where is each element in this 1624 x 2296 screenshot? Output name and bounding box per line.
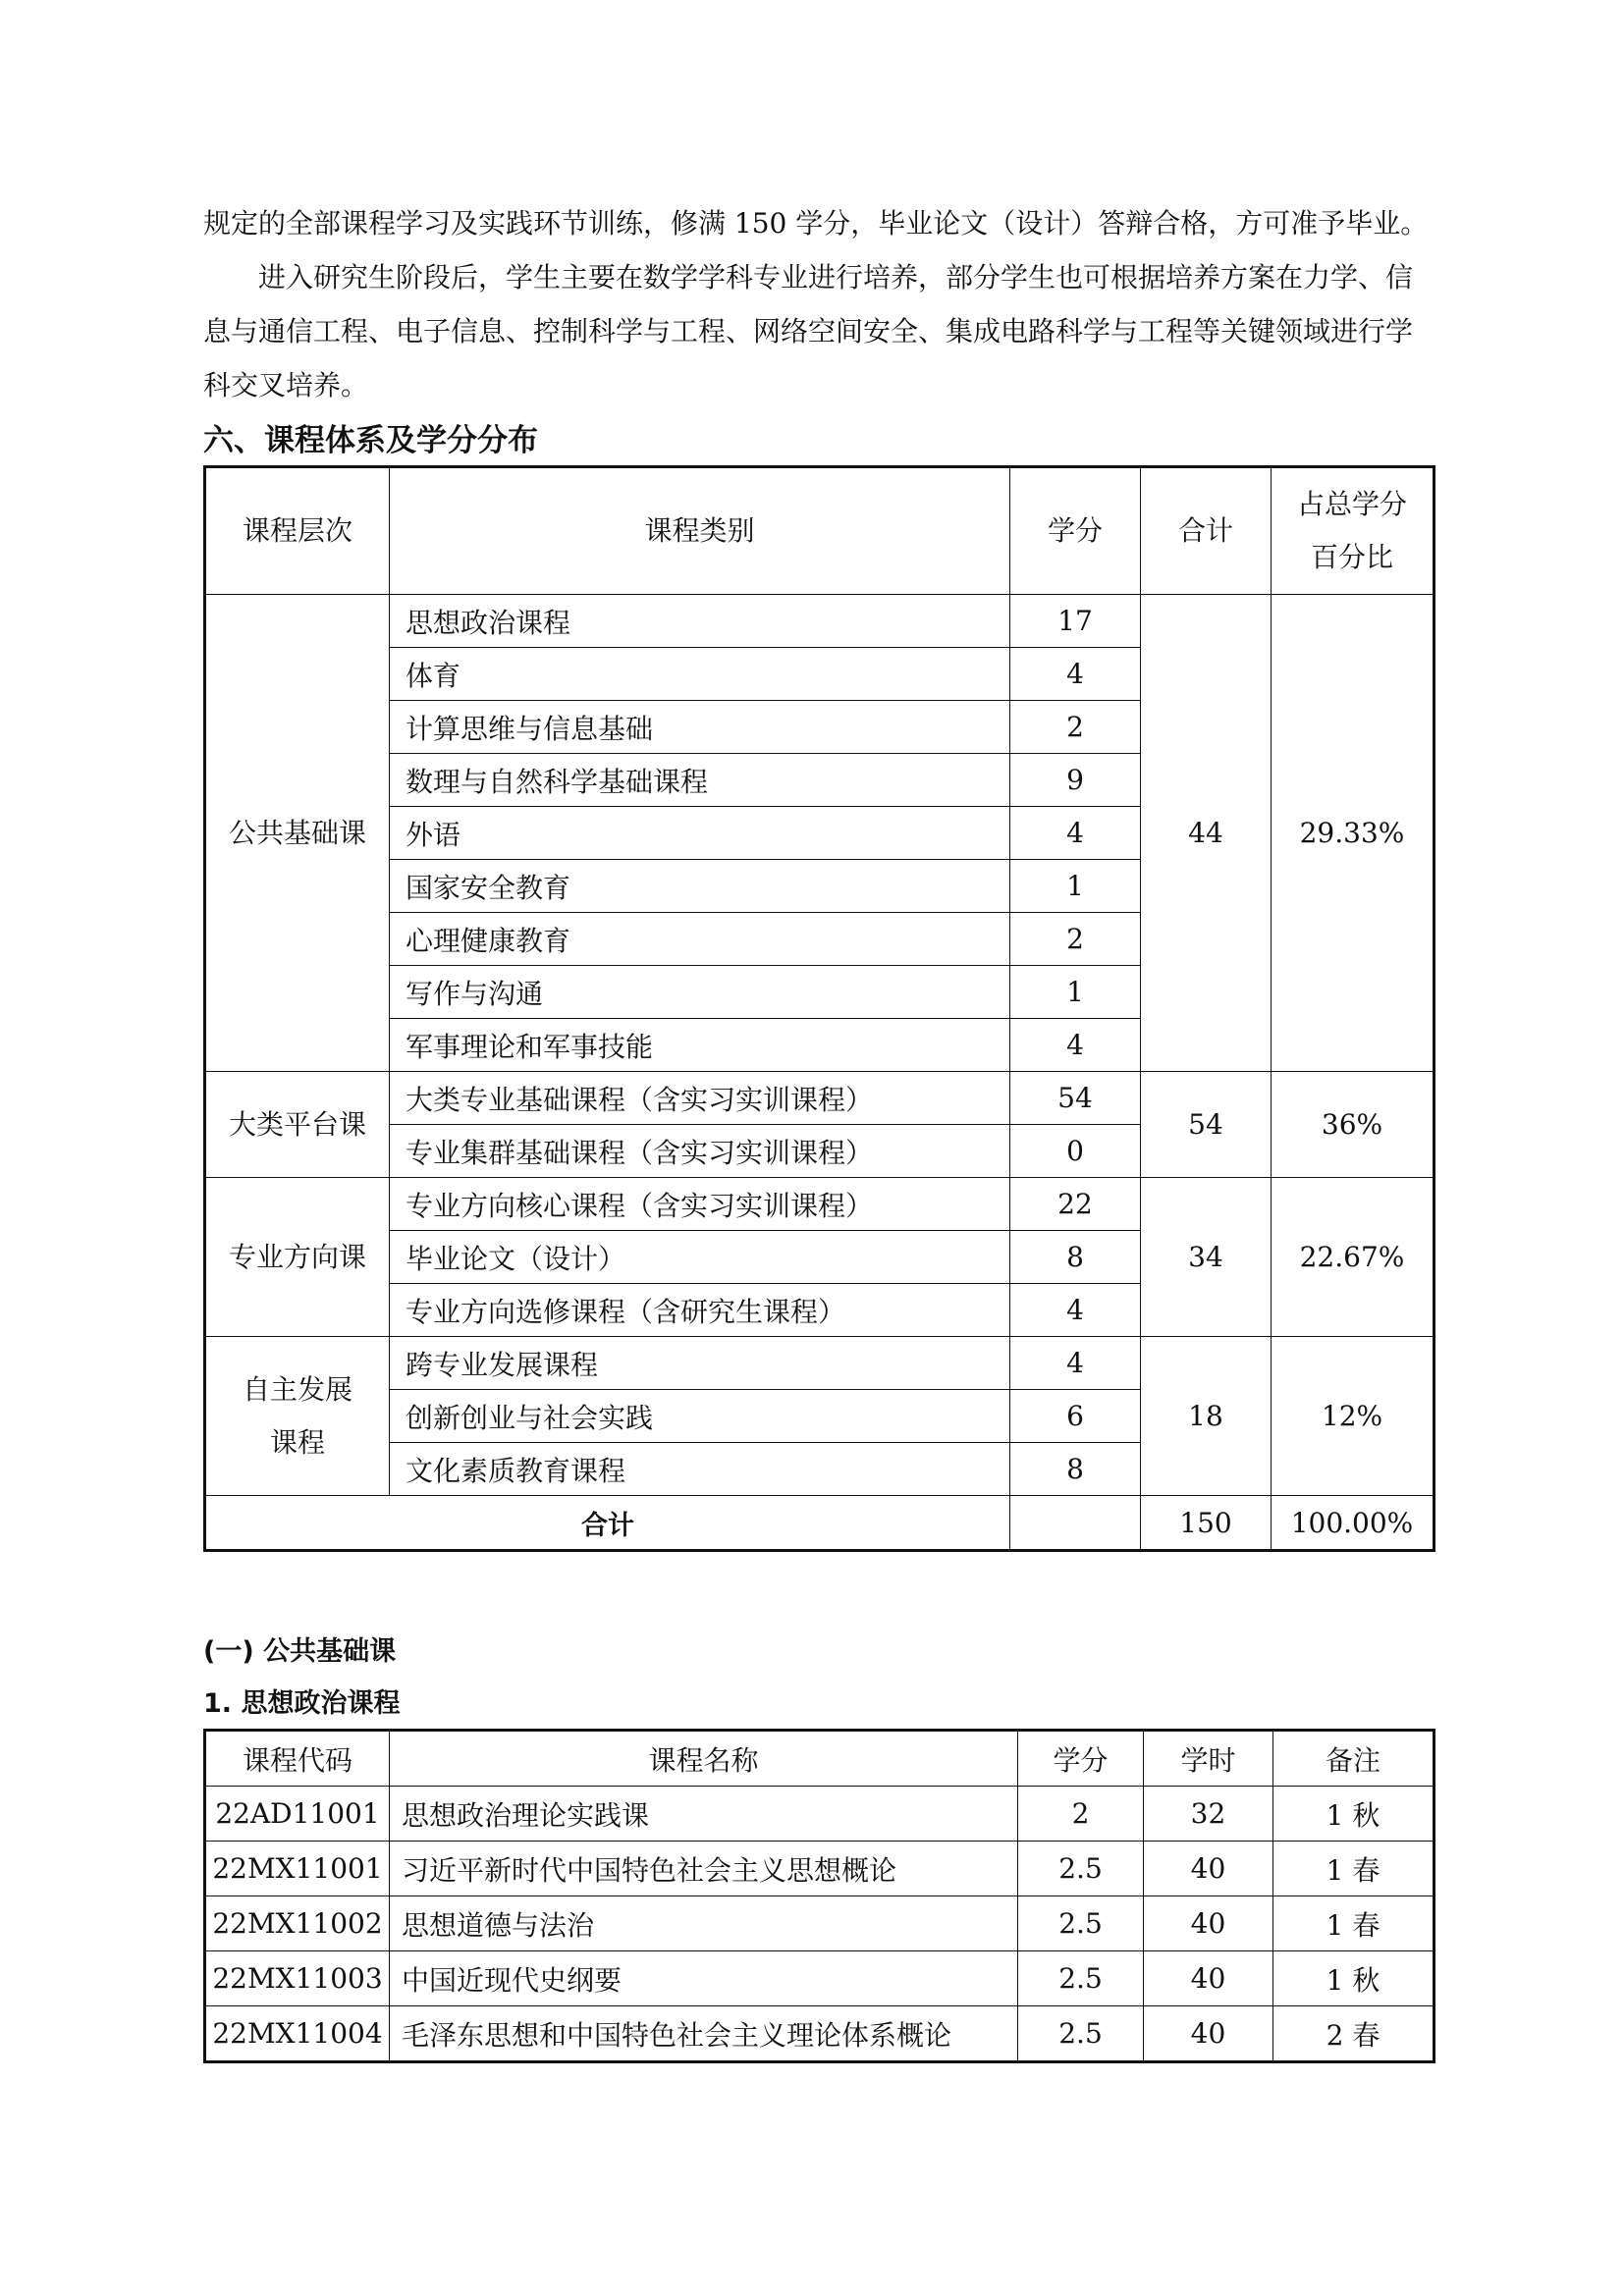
table-header-row [205,467,1435,595]
course-category-cell: 文化素质教育课程 [390,1443,1010,1496]
course-code-cell: 22MX11004 [205,2006,390,2062]
header-percent-line1: 占总学分 [1296,488,1407,520]
course-row [205,2006,1435,2062]
course-category-cell: 创新创业与社会实践 [390,1390,1010,1443]
course-category-cell: 心理健康教育 [390,913,1010,966]
course-level-cell [205,1178,390,1337]
course-hours-cell: 40 [1144,1842,1273,1896]
credits-cell: 1 [1010,966,1141,1019]
course-remark-cell: 1 秋 [1273,1951,1435,2006]
course-row [205,1951,1435,2006]
header-remark: 备注 [1273,1731,1435,1787]
group-total-cell: 18 [1141,1337,1272,1496]
group-percent-cell: 29.33% [1272,595,1435,1072]
course-category-cell: 专业方向选修课程（含研究生课程） [390,1284,1010,1337]
total-credits-cell [1010,1496,1141,1551]
total-row [205,1496,1435,1551]
group-total-cell: 44 [1141,595,1272,1072]
subsubsection-title: 1. 思想政治课程 [203,1688,401,1719]
credits-cell: 9 [1010,754,1141,807]
header-percent-line2: 百分比 [1310,541,1393,573]
credits-cell: 54 [1010,1072,1141,1125]
course-level-label: 课程 [269,1425,325,1459]
course-credit-cell: 2.5 [1018,1842,1144,1896]
group-percent-cell: 36% [1272,1072,1435,1178]
course-category-cell: 跨专业发展课程 [390,1337,1010,1390]
course-level-label: 大类平台课 [228,1107,366,1141]
course-credit-cell: 2.5 [1018,2006,1144,2062]
course-category-cell: 计算思维与信息基础 [390,701,1010,754]
header-code: 课程代码 [205,1731,390,1787]
course-remark-cell: 1 春 [1273,1896,1435,1951]
course-hours-cell: 40 [1144,1951,1273,2006]
section-title: 六、课程体系及学分分布 [203,423,538,458]
course-name-cell: 中国近现代史纲要 [390,1951,1018,2006]
course-table [203,1729,1435,2063]
header-credits: 学分 [1010,467,1141,595]
course-category-cell: 大类专业基础课程（含实习实训课程） [390,1072,1010,1125]
credits-cell: 2 [1010,913,1141,966]
course-level-label: 自主发展 [242,1372,352,1406]
course-code-cell: 22MX11003 [205,1951,390,2006]
group-total-cell: 34 [1141,1178,1272,1337]
course-category-cell: 专业集群基础课程（含实习实训课程） [390,1125,1010,1178]
credits-cell: 2 [1010,701,1141,754]
course-category-cell: 专业方向核心课程（含实习实训课程） [390,1178,1010,1231]
credits-cell: 17 [1010,595,1141,648]
total-label: 合计 [205,1496,1010,1551]
group-percent-cell: 22.67% [1272,1178,1435,1337]
course-row [205,1896,1435,1951]
course-code-cell: 22MX11001 [205,1842,390,1896]
header-total: 合计 [1141,467,1272,595]
course-hours-cell: 32 [1144,1787,1273,1842]
course-name-cell: 思想道德与法治 [390,1896,1018,1951]
course-credit-cell: 2.5 [1018,1896,1144,1951]
total-percent-cell: 100.00% [1272,1496,1435,1551]
course-category-cell: 军事理论和军事技能 [390,1019,1010,1072]
document-page [203,196,1431,2063]
course-remark-cell: 1 春 [1273,1842,1435,1896]
course-level-label: 公共基础课 [228,816,366,849]
course-category-cell: 国家安全教育 [390,860,1010,913]
table-row [205,1337,1435,1390]
total-sum-cell: 150 [1141,1496,1272,1551]
credits-cell: 8 [1010,1443,1141,1496]
table-row [205,1178,1435,1231]
course-hours-cell: 40 [1144,1896,1273,1951]
course-name-cell: 思想政治理论实践课 [390,1787,1018,1842]
course-level-cell [205,595,390,1072]
header-percent [1272,467,1435,595]
course-table-header [205,1731,1435,1787]
course-category-cell: 数理与自然科学基础课程 [390,754,1010,807]
course-name-cell: 毛泽东思想和中国特色社会主义理论体系概论 [390,2006,1018,2062]
credit-distribution-table [203,465,1435,1552]
course-code-cell: 22AD11001 [205,1787,390,1842]
intro-paragraph-1: 规定的全部课程学习及实践环节训练，修满 150 学分，毕业论文（设计）答辩合格，方可准予毕业。 [203,207,1429,240]
header-category: 课程类别 [390,467,1010,595]
course-row [205,1787,1435,1842]
group-percent-cell: 12% [1272,1337,1435,1496]
course-level-cell [205,1337,390,1496]
course-category-cell: 思想政治课程 [390,595,1010,648]
group-total-cell: 54 [1141,1072,1272,1178]
credits-cell: 4 [1010,648,1141,701]
credits-cell: 0 [1010,1125,1141,1178]
header-name: 课程名称 [390,1731,1018,1787]
intro-paragraph-2: 进入研究生阶段后，学生主要在数学学科专业进行培养，部分学生也可根据培养方案在力学、信息与通信工程、电子信息、控制科学与工程、网络空间安全、集成电路科学与工程等关键领域进行学科交叉培养。 [203,261,1414,401]
table-row [205,595,1435,648]
course-code-cell: 22MX11002 [205,1896,390,1951]
course-category-cell: 毕业论文（设计） [390,1231,1010,1284]
course-level-label: 专业方向课 [228,1240,366,1273]
subsection-title: (一) 公共基础课 [203,1636,397,1667]
course-category-cell: 写作与沟通 [390,966,1010,1019]
course-name-cell: 习近平新时代中国特色社会主义思想概论 [390,1842,1018,1896]
header-credit: 学分 [1018,1731,1144,1787]
credits-cell: 4 [1010,1019,1141,1072]
course-remark-cell: 1 秋 [1273,1787,1435,1842]
course-level-cell [205,1072,390,1178]
course-credit-cell: 2.5 [1018,1951,1144,2006]
header-hours: 学时 [1144,1731,1273,1787]
course-category-cell: 体育 [390,648,1010,701]
course-category-cell: 外语 [390,807,1010,860]
credits-cell: 4 [1010,807,1141,860]
course-hours-cell: 40 [1144,2006,1273,2062]
credits-cell: 8 [1010,1231,1141,1284]
credits-cell: 1 [1010,860,1141,913]
header-level: 课程层次 [205,467,390,595]
credits-cell: 6 [1010,1390,1141,1443]
credits-cell: 4 [1010,1284,1141,1337]
credits-cell: 22 [1010,1178,1141,1231]
course-row [205,1842,1435,1896]
credits-cell: 4 [1010,1337,1141,1390]
course-credit-cell: 2 [1018,1787,1144,1842]
table-row [205,1072,1435,1125]
course-remark-cell: 2 春 [1273,2006,1435,2062]
